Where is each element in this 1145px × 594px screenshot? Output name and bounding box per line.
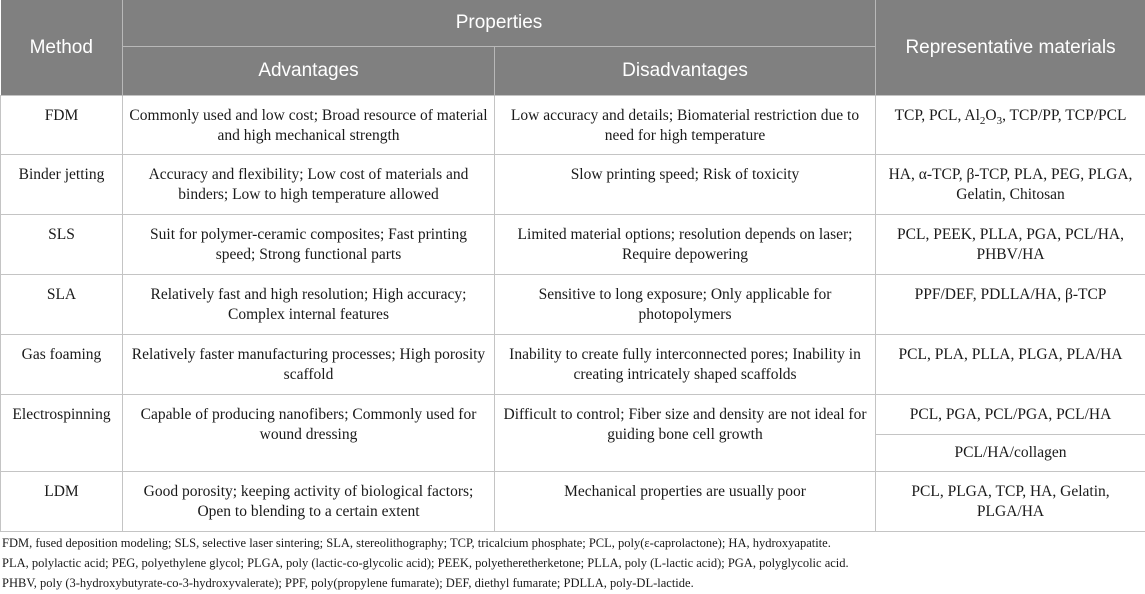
cell-materials: PCL, PLA, PLLA, PLGA, PLA/HA [876, 335, 1145, 395]
table-row [1, 335, 1145, 395]
cell-advantages: Accuracy and flexibility; Low cost of materials and binders; Low to high temperature allowed [123, 155, 495, 215]
cell-materials: PCL, PGA, PCL/PGA, PCL/HA [876, 395, 1145, 435]
cell-materials: PPF/DEF, PDLLA/HA, β-TCP [876, 275, 1145, 335]
cell-disadvantages: Mechanical properties are usually poor [495, 472, 876, 532]
cell-disadvantages: Inability to create fully interconnected pores; Inability in creating intricately shaped scaffolds [495, 335, 876, 395]
table-row [1, 215, 1145, 275]
cell-advantages: Capable of producing nanofibers; Commonly used for wound dressing [123, 395, 495, 472]
cell-disadvantages: Limited material options; resolution depends on laser; Require depowering [495, 215, 876, 275]
cell-disadvantages: Low accuracy and details; Biomaterial restriction due to need for high temperature [495, 96, 876, 155]
cell-advantages: Commonly used and low cost; Broad resource of material and high mechanical strength [123, 96, 495, 155]
cell-method: LDM [1, 472, 123, 532]
cell-disadvantages: Difficult to control; Fiber size and density are not ideal for guiding bone cell growth [495, 395, 876, 472]
header-method: Method [1, 0, 123, 96]
table-row [1, 96, 1145, 155]
cell-materials: TCP, PCL, $Al_2O_3$, TCP/PP, TCP/PCL [876, 96, 1145, 155]
cell-disadvantages: Slow printing speed; Risk of toxicity [495, 155, 876, 215]
header-representative-materials: Representative materials [876, 0, 1145, 96]
header-properties: Properties [123, 0, 876, 47]
cell-method: SLA [1, 275, 123, 335]
cell-materials: PCL, PLGA, TCP, HA, Gelatin, PLGA/HA [876, 472, 1145, 532]
footnote-line: FDM, fused deposition modeling; SLS, selective laser sintering; SLA, stereolithography; TCP, tricalcium phosphate; PCL, poly(ε-caprolactone); HA, hydroxyapatite. [2, 536, 831, 550]
cell-materials-extra: PCL/HA/collagen [876, 435, 1145, 472]
cell-advantages: Good porosity; keeping activity of biological factors; Open to blending to a certain extent [123, 472, 495, 532]
header-disadvantages: Disadvantages [495, 47, 876, 96]
footnote-line: PHBV, poly (3-hydroxybutyrate-co-3-hydroxyvalerate); PPF, poly(propylene fumarate); DEF, diethyl fumarate; PDLLA, poly-DL-lactide. [2, 576, 694, 590]
cell-materials: PCL, PEEK, PLLA, PGA, PCL/HA, PHBV/HA [876, 215, 1145, 275]
cell-method: Electrospinning [1, 395, 123, 472]
table-row [1, 155, 1145, 215]
cell-advantages: Relatively fast and high resolution; High accuracy; Complex internal features [123, 275, 495, 335]
cell-advantages: Relatively faster manufacturing processes; High porosity scaffold [123, 335, 495, 395]
cell-disadvantages: Sensitive to long exposure; Only applicable for photopolymers [495, 275, 876, 335]
header-advantages: Advantages [123, 47, 495, 96]
footnote-line: PLA, polylactic acid; PEG, polyethylene glycol; PLGA, poly (lactic-co-glycolic acid); PEEK, polyetheretherketone; PLLA, poly (L-lactic acid); PGA, polyglycolic acid. [2, 556, 849, 570]
cell-materials: HA, α-TCP, β-TCP, PLA, PEG, PLGA, Gelatin, Chitosan [876, 155, 1145, 215]
cell-method: SLS [1, 215, 123, 275]
table-row [1, 275, 1145, 335]
cell-method: Gas foaming [1, 335, 123, 395]
cell-advantages: Suit for polymer-ceramic composites; Fast printing speed; Strong functional parts [123, 215, 495, 275]
table-row [1, 472, 1145, 532]
cell-method: Binder jetting [1, 155, 123, 215]
table-row [1, 395, 1145, 435]
cell-method: FDM [1, 96, 123, 155]
